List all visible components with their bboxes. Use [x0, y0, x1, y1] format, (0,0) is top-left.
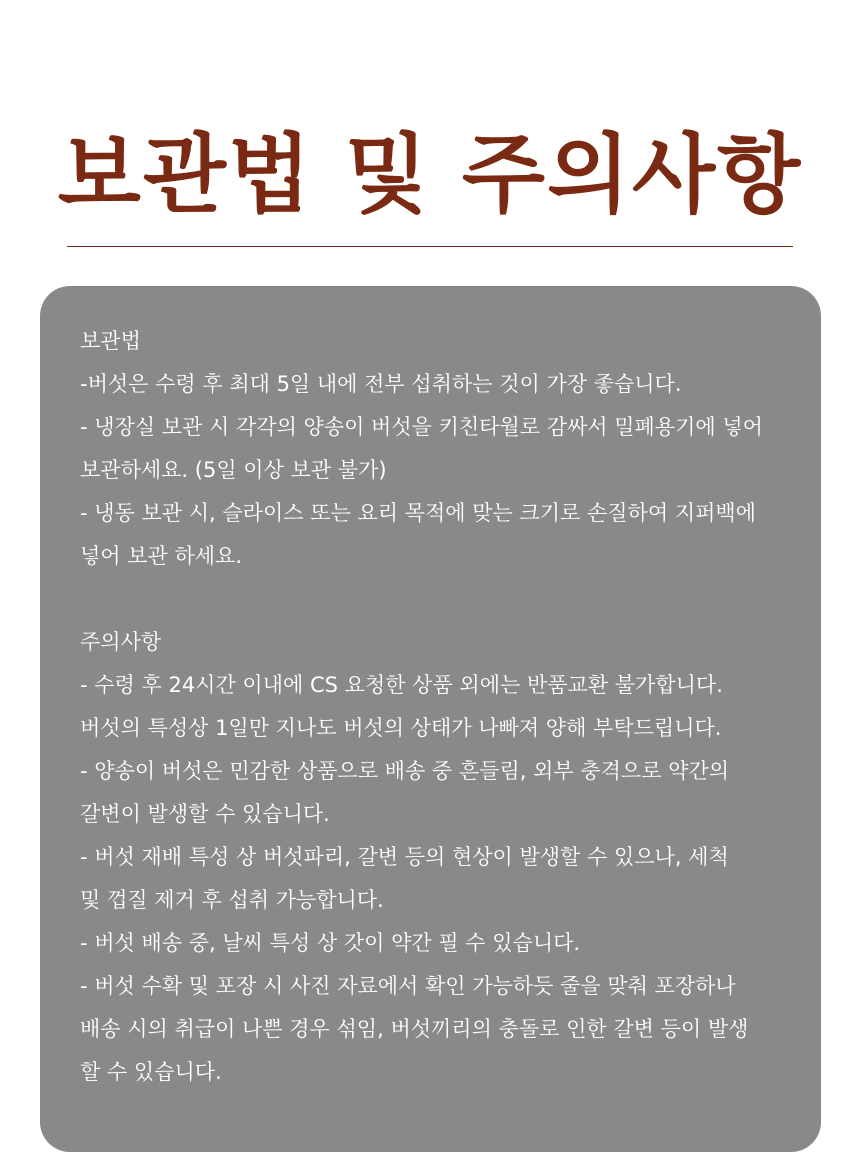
- info-content: [80, 320, 800, 1094]
- page-title: 보관법 및 주의사항: [57, 125, 803, 225]
- storage-line: 보관하세요. (5일 이상 보관 불가): [80, 458, 387, 482]
- caution-line: 배송 시의 취급이 나쁜 경우 섞임, 버섯끼리의 충돌로 인한 갈변 등이 발생: [80, 1017, 749, 1041]
- storage-line: - 냉장실 보관 시 각각의 양송이 버섯을 키친타월로 감싸서 밀폐용기에 넣어: [80, 415, 763, 439]
- caution-line: 버섯의 특성상 1일만 지나도 버섯의 상태가 나빠져 양해 부탁드립니다.: [80, 716, 722, 740]
- storage-heading: 보관법: [80, 329, 141, 353]
- storage-line: - 냉동 보관 시, 슬라이스 또는 요리 목적에 맞는 크기로 손질하여 지퍼백에: [80, 501, 756, 525]
- info-panel: [40, 286, 821, 1152]
- caution-line: - 양송이 버섯은 민감한 상품으로 배송 중 흔들림, 외부 충격으로 약간의: [80, 759, 730, 783]
- caution-line: - 버섯 배송 중, 날씨 특성 상 갓이 약간 필 수 있습니다.: [80, 931, 581, 955]
- caution-line: 및 껍질 제거 후 섭취 가능합니다.: [80, 888, 384, 912]
- caution-line: 갈변이 발생할 수 있습니다.: [80, 802, 330, 826]
- storage-line: 넣어 보관 하세요.: [80, 544, 243, 568]
- caution-heading: 주의사항: [80, 630, 162, 654]
- storage-line: -버섯은 수령 후 최대 5일 내에 전부 섭취하는 것이 가장 좋습니다.: [80, 372, 682, 396]
- caution-line: - 버섯 재배 특성 상 버섯파리, 갈변 등의 현상이 발생할 수 있으나, 세척: [80, 845, 729, 869]
- title-divider: [67, 246, 793, 247]
- section-spacer: [80, 578, 800, 621]
- caution-line: - 버섯 수확 및 포장 시 사진 자료에서 확인 가능하듯 줄을 맞춰 포장하나: [80, 974, 736, 998]
- caution-line: 할 수 있습니다.: [80, 1060, 222, 1084]
- caution-line: - 수령 후 24시간 이내에 CS 요청한 상품 외에는 반품교환 불가합니다.: [80, 673, 723, 697]
